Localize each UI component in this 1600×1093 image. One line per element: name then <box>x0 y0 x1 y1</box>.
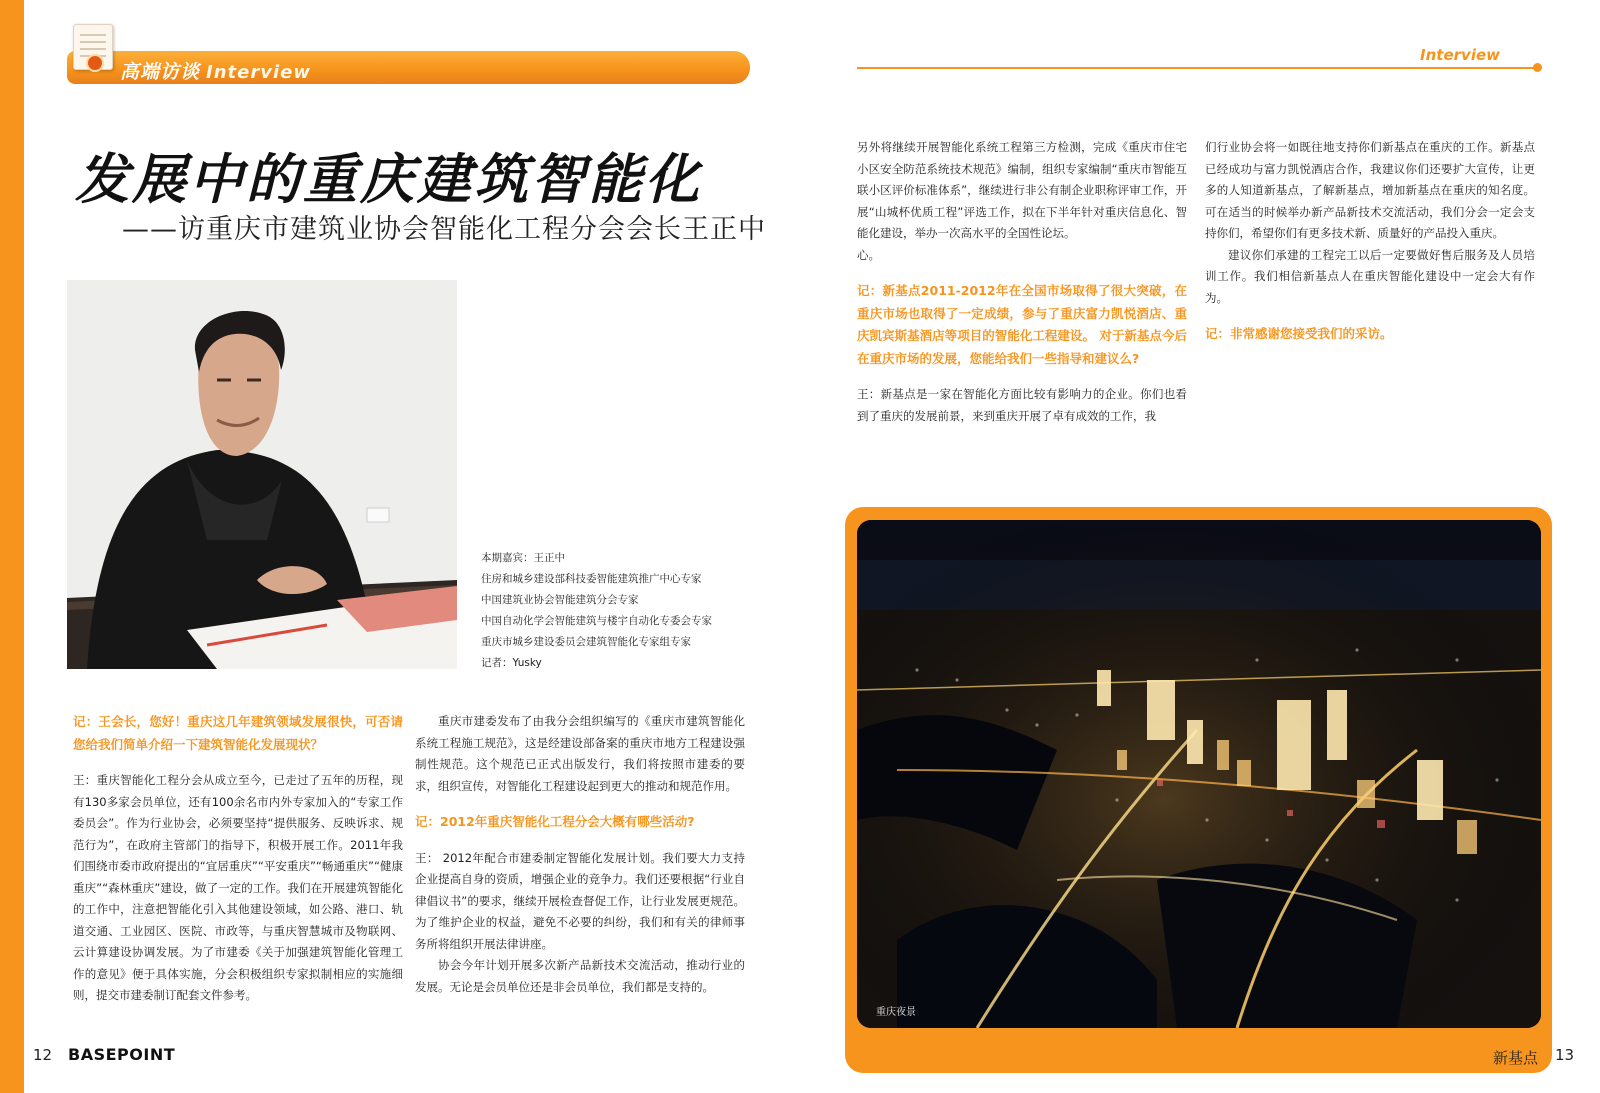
guest-line: 记者：Yusky <box>481 657 542 669</box>
section-title <box>120 57 311 84</box>
closing-remark: 记：非常感谢您接受我们的采访。 <box>1205 326 1393 341</box>
section-title-en: Interview <box>206 62 311 83</box>
paragraph-end: 心。 <box>857 247 880 262</box>
photo-caption: 重庆夜景 <box>876 1007 916 1018</box>
section-title-cn: 高端访谈 <box>120 61 201 83</box>
paragraph: 们行业协会将一如既往地支持你们新基点在重庆的工作。新基点已经成功与富力凯悦酒店合作，我建议你们还要扩大宣传，让更多的人知道新基点，了解新基点，增加新基点在重庆的知名度。可在适当的时候举办新产品新技术交流活动，我们分会一定会支持你们，希望你们有更多技术新、质量好的产品投入重庆。 <box>1205 140 1535 240</box>
right-section-label: Interview <box>1420 46 1500 64</box>
answer-1: 王：重庆智能化工程分会从成立至今，已走过了五年的历程，现有130多家会员单位，还有100余名市内外专家加入的“专家工作委员会”。作为行业协会，必须要坚持“提供服务、反映诉求、规范行为”，在政府主管部门的指导下，积极开展工作。2011年我们围绕市委市政府提出的“宜居重庆”“平安重庆”“畅通重庆”“健康重庆”“森林重庆”建设，做了一定的工作。我们在开展建筑智能化的工作中，注意把智能化引入其他建设领域，如公路、港口、轨道交通、工业园区、医院、市政等，与重庆智慧城市及物联网、云计算建设协调发展。为了市建委《关于加强建筑智能化管理工作的意见》便于具体实施，分会积极组织专家拟制相应的实施细则，提交市建委制订配套文件参考。 <box>73 773 403 1002</box>
brand-logo-right: 新基点 <box>1493 1049 1539 1067</box>
paragraph: 建议你们承建的工程完工以后一定要做好售后服务及人员培训工作。我们相信新基点人在重庆智能化建设中一定会大有作为。 <box>1205 247 1535 305</box>
guest-line: 住房和城乡建设部科技委智能建筑推广中心专家 <box>481 573 702 585</box>
guest-line: 中国建筑业协会智能建筑分会专家 <box>481 594 639 606</box>
medal-icon <box>86 54 104 72</box>
answer-2: 王： 2012年配合市建委制定智能化发展计划。我们要大力支持企业提高自身的资质，增强企业的竞争力。我们还要根据“行业自律倡议书”的要求，继续开展检查督促工作，让行业发展更规范。为了维护企业的权益，避免不必要的纠纷，我们和有关的律师事务所将组织开展法律讲座。 <box>415 850 745 951</box>
interviewee-photo-art <box>67 280 457 669</box>
question-2: 记：2012年重庆智能化工程分会大概有哪些活动? <box>415 814 695 829</box>
guest-line: 中国自动化学会智能建筑与楼宇自动化专委会专家 <box>481 615 712 627</box>
paragraph: 重庆市建委发布了由我分会组织编写的《重庆市建筑智能化系统工程施工规范》，这是经建设部备案的重庆市地方工程建设强制性规范。这个规范已正式出版发行，我们将按照市建委的要求，组织宣传，对智能化工程建设起到更大的推动和规范作用。 <box>415 714 745 793</box>
article-column-3 <box>857 137 1187 427</box>
article-column-1 <box>73 711 403 1007</box>
article-column-2 <box>415 711 745 998</box>
article-subtitle: ——访重庆市建筑业协会智能化工程分会会长王正中 <box>122 214 766 245</box>
article-column-4 <box>1205 137 1535 346</box>
right-header-dot <box>1533 63 1542 72</box>
answer-3: 王：新基点是一家在智能化方面比较有影响力的企业。你们也看到了重庆的发展前景，来到重庆开展了卓有成效的工作，我 <box>857 387 1187 423</box>
article-title: 发展中的重庆建筑智能化 <box>75 148 702 211</box>
question-1: 记：王会长，您好！重庆这几年建筑领域发展很快，可否请您给我们简单介绍一下建筑智能化发展现状？ <box>73 714 403 752</box>
brand-logo-left: BASEPOINT <box>68 1045 176 1064</box>
question-3: 记：新基点2011-2012年在全国市场取得了很大突破，在重庆市场也取得了一定成绩，参与了重庆富力凯悦酒店、重庆凯宾斯基酒店等项目的智能化工程建设。 对于新基点今后在重庆市场的发展，您能给我们一些指导和建议么? <box>857 283 1187 366</box>
city-night-photo <box>857 520 1541 1028</box>
page-number-right: 13 <box>1555 1046 1575 1064</box>
paragraph: 协会今年计划开展多次新产品新技术交流活动，推动行业的发展。无论是会员单位还是非会员单位，我们都是支持的。 <box>415 958 745 994</box>
paragraph: 另外将继续开展智能化系统工程第三方检测，完成《重庆市住宅小区安全防范系统技术规范》编制，组织专家编制“重庆市智能互联小区评价标准体系”，继续进行非公有制企业职称评审工作，开展“山城杯优质工程”评选工作，拟在下半年针对重庆信息化、智能化建设，举办一次高水平的全国性论坛。 <box>857 140 1187 240</box>
guest-info <box>481 548 781 674</box>
page-number-left: 12 <box>33 1046 53 1064</box>
interviewee-photo <box>67 280 457 669</box>
right-header-rule <box>857 67 1540 69</box>
guest-line: 重庆市城乡建设委员会建筑智能化专家组专家 <box>481 636 691 648</box>
city-night-photo-art <box>857 520 1541 1028</box>
guest-line: 本期嘉宾：王正中 <box>481 552 565 564</box>
left-edge-stripe <box>0 0 24 1093</box>
